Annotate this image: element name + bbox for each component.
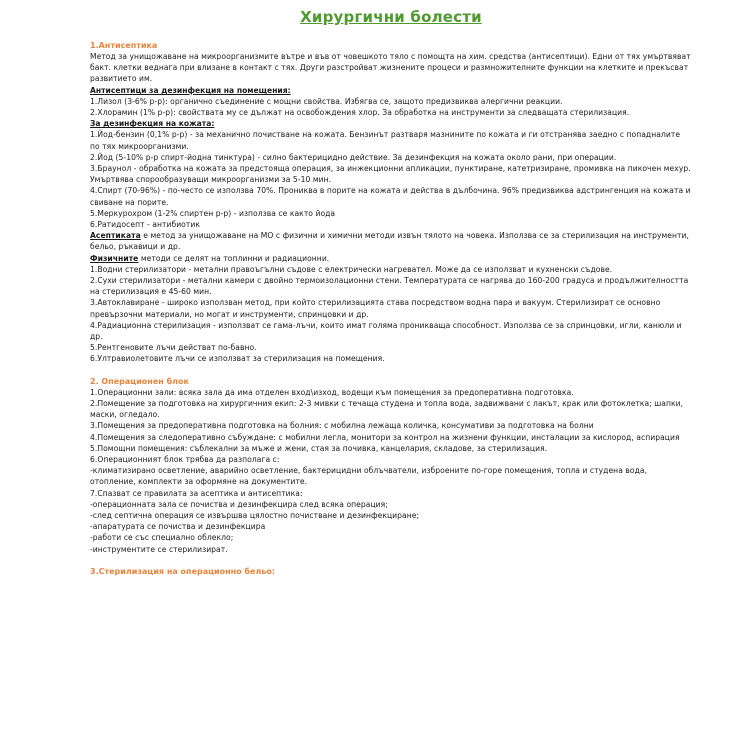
asepsis-term: Асептиката <box>90 231 141 241</box>
list-item: 6.Ултравиолетовите лъчи се използват за стерилизация на помещения. <box>90 354 385 364</box>
list-item: -работи се със специално облекло; <box>90 533 234 543</box>
list-item: -операционната зала се почиства и дезинфекцира след всяка операция; <box>90 499 388 509</box>
page-title: Хирургични болести <box>300 8 482 26</box>
list-item: 1.Водни стерилизатори - метални правоъгълни съдове с електрически нагревател. Може да се използват и кухненски съдове. <box>90 264 613 274</box>
physical-term: Физичните <box>90 253 139 263</box>
list-item: -климатизирано осветление, аварийно осветление, бактерицидни облъчватели, изброените по-горе помещения, топла и студена вода, отопление, комплекти за оформяне на документите. <box>90 466 648 487</box>
physical-text: методи се делят на топлинни и радиационни. <box>138 253 330 263</box>
section-antiseptics <box>90 40 692 365</box>
spacer <box>90 555 692 566</box>
list-item: 3.Автоклавиране - широко използван метод, при който стерилизацията става посредством водна пара и вакуум. Стерилизират се основно превързочни материали, но могат и инструменти, спринцовки и др. <box>90 298 661 319</box>
antiseptics-intro: Метод за унищожаване на микроорганизмите вътре и във от човешкото тяло с помощта на хим. средства (антисептици). Едни от тях умъртвяват бакт. клетки веднага при влизане в контакт с тях. Други разстройват жизнените процеси и размножителните функции на клетките и прекъсват развитието им. <box>90 52 691 84</box>
section-operating-block <box>90 376 692 555</box>
section-heading-sterilization-linen: 3.Стерилизация на операционно бельо: <box>90 566 276 576</box>
list-item: 1.Операционни зали: всяка зала да има отделен вход\изход, водещи към помещения за предоперативна подготовка. <box>90 387 574 397</box>
list-item: 3.Браунол - обработка на кожата за предстояща операция, за инжекционни апликации, пунктиране, катетризиране, промивка на пикочен мехур. Умъртвява спорообразуващи микроорганизми за 5-10 мин. <box>90 164 691 185</box>
skin-subtitle: За дезинфекция на кожата: <box>90 119 215 129</box>
list-item: 4.Радиационна стерилизация - използват се гама-лъчи, които имат голяма проникваща способност. Използва се за спринцовки, игли, канюли и др. <box>90 320 682 342</box>
list-item: 2.Помещение за подготовка на хирургичния екип: 2-3 мивки с течаща студена и топла вода, задвижвани с лакът, крак или фотоклетка; шапки, маски, огледало. <box>90 398 684 420</box>
asepsis-text: е метод за унищожаване на МО с физични и химични методи извън тялото на човека. Използва се за стерилизация на инструменти, бельо, ръкавици и др. <box>90 231 689 252</box>
list-item: 5.Меркурохром (1-2% спиртен р-р) - използва се както йода <box>90 208 336 218</box>
list-item: 5.Рентгеновите лъчи действат по-бавно. <box>90 343 257 353</box>
list-item: -апаратурата се почиства и дезинфекцира <box>90 522 266 532</box>
list-item: 1.Йод-бензин (0,1% р-р) - за механично почистване на кожата. Бензинът разтваря мазнините по кожата и ги отстранява заедно с попадналите по тях микроорганизми. <box>90 130 681 151</box>
list-item: 2.Хлорамин (1% р-р): свойствата му се дължат на освобождения хлор. За обработка на инструменти за следващата стерилизация. <box>90 108 630 118</box>
section-heading-antiseptics: 1.Антисептика <box>90 41 158 50</box>
list-item: 2.Йод (5-10% р-р спирт-йодна тинктура) - силно бактерицидно действие. За дезинфекция на кожата около рани, при операции. <box>90 152 617 162</box>
list-item: 7.Спазват се правилата за асептика и антисептика: <box>90 488 303 498</box>
list-item: 6.Ратидосепт - антибиотик <box>90 220 200 230</box>
section-heading-operating-block: 2. Операционен блок <box>90 376 189 386</box>
list-item: -инструментите се стерилизират. <box>90 544 228 554</box>
list-item: 2.Сухи стерилизатори - метални камери с двойно термоизолационни стени. Температурата се нагрява до 160-200 градуса и продължителността на стерилизация е 45-60 мин. <box>90 276 689 297</box>
list-item: 5.Помощни помещения: съблекални за мъже и жени, стая за почивка, канцелария, складове, за стерилизация. <box>90 443 548 453</box>
asepsis-paragraph <box>90 230 692 252</box>
list-item: -след септична операция се извършва цялостно почистване и дезинфекциране; <box>90 510 420 520</box>
spacer <box>90 365 692 376</box>
list-item: 4.Спирт (70-96%) - по-често се използва 70%. Прониква в порите на кожата и действа в дълбочина. 96% предизвиква адстрингенция на кожата и свиване на порите. <box>90 186 691 207</box>
physical-paragraph <box>90 253 692 264</box>
list-item: 3.Помещения за предоперативна подготовка на болния: с мобилна лежаща количка, консумативи за подготовка на болни <box>90 421 594 431</box>
section-sterilization-linen <box>90 566 692 577</box>
premises-subtitle: Антисептици за дезинфекция на помещения: <box>90 85 291 95</box>
list-item: 4.Помещения за следоперативно събуждане: с мобилни легла, монитори за контрол на жизнени функции, инсталации за кислород, аспирация <box>90 432 680 442</box>
list-item: 6.Операционният блок трябва да разполага с: <box>90 454 280 464</box>
list-item: 1.Лизол (3-6% р-р): органично съединение с мощни свойства. Избягва се, защото предизвиква алергични реакции. <box>90 96 563 106</box>
